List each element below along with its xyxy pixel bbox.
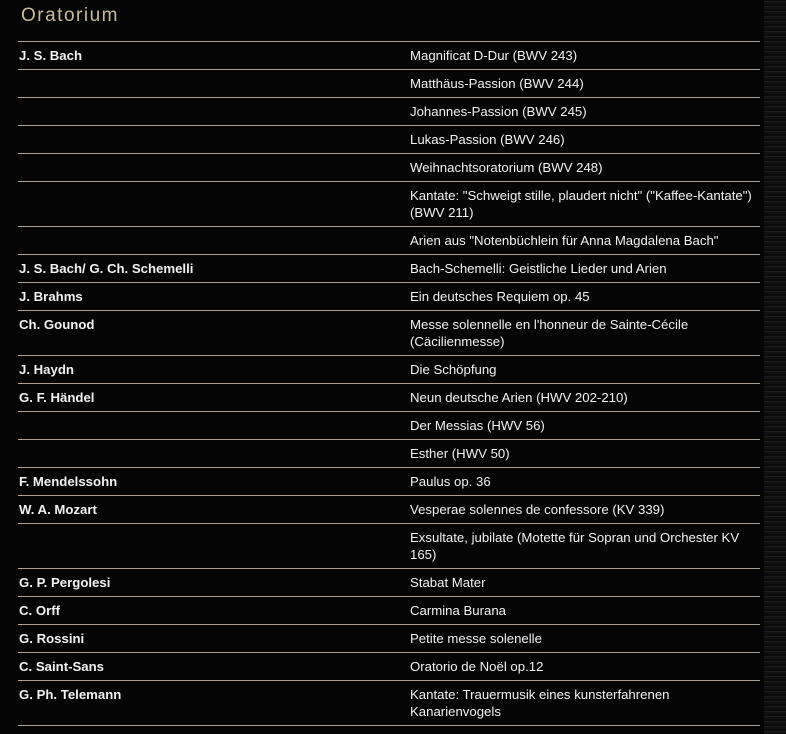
table-row [18, 569, 760, 597]
composer-cell [18, 412, 401, 440]
work-cell: Petite messe solenelle [401, 625, 760, 653]
section-title: Oratorium [21, 5, 119, 26]
table-row [18, 653, 760, 681]
work-cell: Der Messias (HWV 56) [401, 412, 760, 440]
work-cell: Exsultate, jubilate (Motette für Sopran und Orchester KV 165) [401, 524, 760, 569]
composer-cell [18, 154, 401, 182]
work-cell: Ein deutsches Requiem op. 45 [401, 283, 760, 311]
composer-cell: G. Ph. Telemann [18, 681, 401, 726]
work-cell: Johannes-Passion (BWV 245) [401, 98, 760, 126]
composer-cell: J. S. Bach [18, 42, 401, 70]
work-cell: Kantate: "Schweigt stille, plaudert nicht" ("Kaffee-Kantate") (BWV 211) [401, 182, 760, 227]
table-row [18, 42, 760, 70]
work-cell: Paulus op. 36 [401, 468, 760, 496]
table-row [18, 384, 760, 412]
composer-cell: G. F. Händel [18, 384, 401, 412]
table-row [18, 597, 760, 625]
table-row [18, 468, 760, 496]
composer-cell [18, 227, 401, 255]
table-row [18, 70, 760, 98]
work-cell: Die Schöpfung [401, 356, 760, 384]
composer-cell: J. Brahms [18, 283, 401, 311]
table-row [18, 182, 760, 227]
work-cell: Vesperae solennes de confessore (KV 339) [401, 496, 760, 524]
table-row [18, 255, 760, 283]
work-cell: Magnificat D-Dur (BWV 243) [401, 42, 760, 70]
composer-cell: G. Rossini [18, 625, 401, 653]
table-row [18, 227, 760, 255]
work-cell: Carmina Burana [401, 597, 760, 625]
composer-cell [18, 440, 401, 468]
composer-cell [18, 182, 401, 227]
table-row [18, 98, 760, 126]
work-cell: Bach-Schemelli: Geistliche Lieder und Arien [401, 255, 760, 283]
table-row [18, 311, 760, 356]
background-texture [764, 0, 786, 734]
work-cell: Weihnachtsoratorium (BWV 248) [401, 154, 760, 182]
composer-cell [18, 126, 401, 154]
work-cell: Messe solennelle en l'honneur de Sainte-Cécile (Cäcilienmesse) [401, 311, 760, 356]
table-row [18, 524, 760, 569]
composer-cell: C. Orff [18, 597, 401, 625]
composer-cell: J. S. Bach/ G. Ch. Schemelli [18, 255, 401, 283]
work-cell: Neun deutsche Arien (HWV 202-210) [401, 384, 760, 412]
composer-cell: C. Saint-Sans [18, 653, 401, 681]
composer-cell: W. A. Mozart [18, 496, 401, 524]
table-row [18, 496, 760, 524]
table-row [18, 440, 760, 468]
composer-cell: Ch. Gounod [18, 311, 401, 356]
work-cell: Matthäus-Passion (BWV 244) [401, 70, 760, 98]
work-cell: Kantate: Trauermusik eines kunsterfahrenen Kanarienvogels [401, 681, 760, 726]
repertoire-table [18, 41, 760, 726]
composer-cell: J. Haydn [18, 356, 401, 384]
work-cell: Lukas-Passion (BWV 246) [401, 126, 760, 154]
table-row [18, 283, 760, 311]
table-row [18, 126, 760, 154]
composer-cell: F. Mendelssohn [18, 468, 401, 496]
work-cell: Arien aus "Notenbüchlein für Anna Magdalena Bach" [401, 227, 760, 255]
work-cell: Esther (HWV 50) [401, 440, 760, 468]
composer-cell [18, 524, 401, 569]
work-cell: Oratorio de Noël op.12 [401, 653, 760, 681]
table-row [18, 154, 760, 182]
work-cell: Stabat Mater [401, 569, 760, 597]
composer-cell: G. P. Pergolesi [18, 569, 401, 597]
composer-cell [18, 98, 401, 126]
table-row [18, 356, 760, 384]
table-row [18, 681, 760, 726]
table-row [18, 625, 760, 653]
table-row [18, 412, 760, 440]
composer-cell [18, 70, 401, 98]
